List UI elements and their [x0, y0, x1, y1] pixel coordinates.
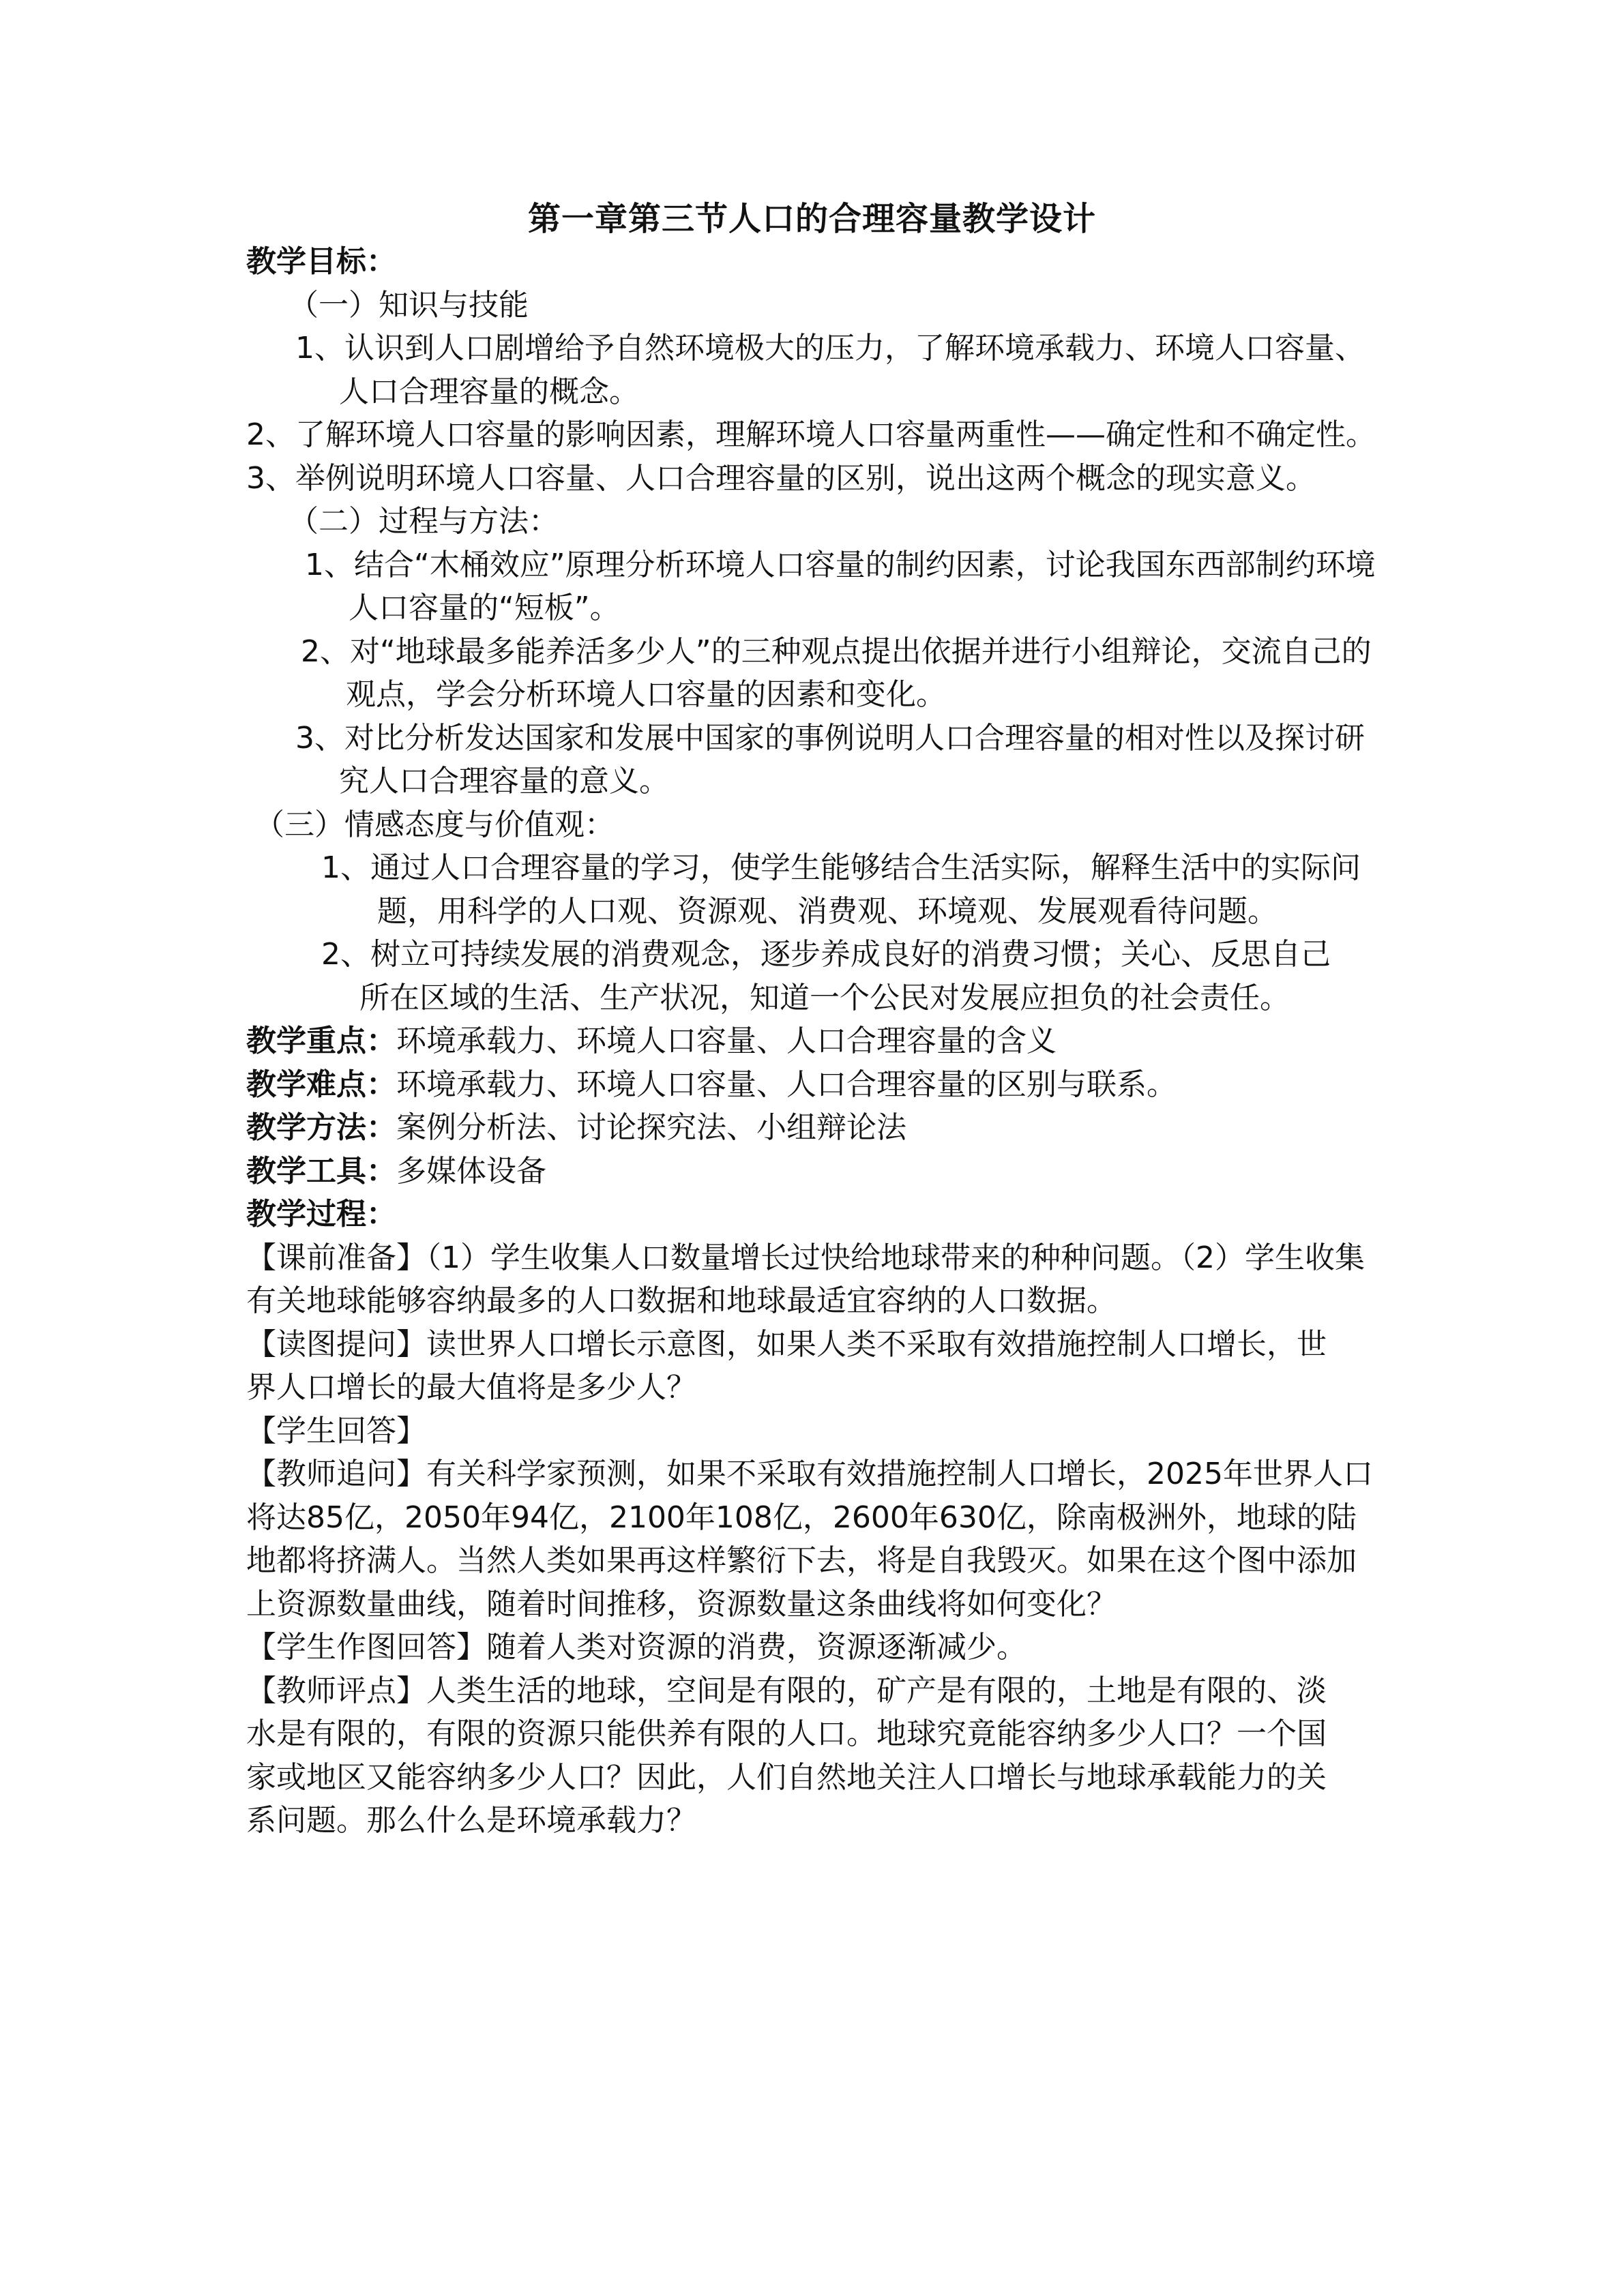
difficulties	[246, 1063, 1378, 1107]
step-tag: 【教师评点】	[246, 1673, 426, 1708]
step-text: 人类生活的地球，空间是有限的，矿产是有限的，土地是有限的、淡水是有限的，有限的资源只能供养有限的人口。地球究竟能容纳多少人口？一个国家或地区又能容纳多少人口？因此，人们自然地关注人口增长与地球承载能力的关系问题。那么什么是环境承载力？	[246, 1673, 1327, 1838]
key-points	[246, 1019, 1378, 1063]
difficulties-text: 环境承载力、环境人口容量、人口合理容量的区别与联系。	[396, 1067, 1177, 1102]
step-paragraph	[246, 1452, 1378, 1626]
step-tag: 【教师追问】	[246, 1457, 426, 1491]
knowledge-item: 1、认识到人口剧增给予自然环境极大的压力，了解环境承载力、环境人口容量、人口合理容量的概念。	[295, 331, 1365, 409]
knowledge-item: 2、了解环境人口容量的影响因素，理解环境人口容量两重性——确定性和不确定性。	[246, 417, 1376, 452]
step-tag: 【学生回答】	[246, 1413, 426, 1448]
methods	[246, 1106, 1378, 1150]
step-text: 有关科学家预测，如果不采取有效措施控制人口增长，2025年世界人口将达85亿，2050年94亿，2100年108亿，2600年630亿，除南极洲外，地球的陆地都将挤满人。当然人类如果再这样繁衍下去，将是自我毁灭。如果在这个图中添加上资源数量曲线，随着时间推移，资源数量这条曲线将如何变化？	[246, 1457, 1373, 1622]
values-heading: （三）情感态度与价值观：	[254, 807, 615, 842]
document-title: 第一章第三节人口的合理容量教学设计	[527, 200, 1096, 238]
document-body	[246, 240, 1378, 1843]
step-text: 读世界人口增长示意图，如果人类不采取有效措施控制人口增长，世界人口增长的最大值将是多少人？	[246, 1326, 1327, 1405]
key-points-text: 环境承载力、环境人口容量、人口合理容量的含义	[396, 1024, 1057, 1058]
process-item: 1、结合“木桶效应”原理分析环境人口容量的制约因素，讨论我国东西部制约环境人口容量的“短板”。	[305, 547, 1376, 625]
step-tag: 【学生作图回答】	[246, 1630, 486, 1665]
values-item: 2、树立可持续发展的消费观念，逐步养成良好的消费习惯；关心、反思自己所在区域的生活、生产状况，知道一个公民对发展应担负的社会责任。	[321, 937, 1331, 1015]
difficulties-label: 教学难点：	[246, 1067, 396, 1102]
process-item: 2、对“地球最多能养活多少人”的三种观点提出依据并进行小组辩论，交流自己的观点，学会分析环境人口容量的因素和变化。	[301, 633, 1372, 712]
process-item: 3、对比分析发达国家和发展中国家的事例说明人口合理容量的相对性以及探讨研究人口合理容量的意义。	[295, 720, 1365, 799]
process-steps-heading: 教学过程：	[246, 1197, 396, 1232]
step-paragraph	[246, 1626, 1378, 1669]
step-paragraph	[246, 1323, 1378, 1410]
tools-label: 教学工具：	[246, 1153, 396, 1189]
values-item: 1、通过人口合理容量的学习，使学生能够结合生活实际，解释生活中的实际问题，用科学的人口观、资源观、消费观、环境观、发展观看待问题。	[321, 850, 1361, 929]
knowledge-item: 3、举例说明环境人口容量、人口合理容量的区别，说出这两个概念的现实意义。	[246, 460, 1316, 496]
objectives-heading: 教学目标：	[246, 244, 396, 279]
step-paragraph	[246, 1410, 1378, 1453]
tools-text: 多媒体设备	[396, 1153, 546, 1189]
step-paragraph	[246, 1236, 1378, 1323]
tools	[246, 1150, 1378, 1193]
key-points-label: 教学重点：	[246, 1024, 396, 1058]
process-heading: （二）过程与方法：	[289, 504, 559, 539]
step-tag: 【读图提问】	[246, 1326, 426, 1362]
methods-label: 教学方法：	[246, 1110, 396, 1145]
step-text: （1）学生收集人口数量增长过快给地球带来的种种问题。（2）学生收集有关地球能够容纳最多的人口数据和地球最适宜容纳的人口数据。	[246, 1240, 1365, 1318]
step-paragraph	[246, 1669, 1378, 1843]
step-text: 随着人类对资源的消费，资源逐渐减少。	[486, 1630, 1027, 1665]
methods-text: 案例分析法、讨论探究法、小组辩论法	[396, 1110, 906, 1145]
step-tag: 【课前准备】	[246, 1240, 426, 1275]
knowledge-heading: （一）知识与技能	[289, 287, 529, 323]
